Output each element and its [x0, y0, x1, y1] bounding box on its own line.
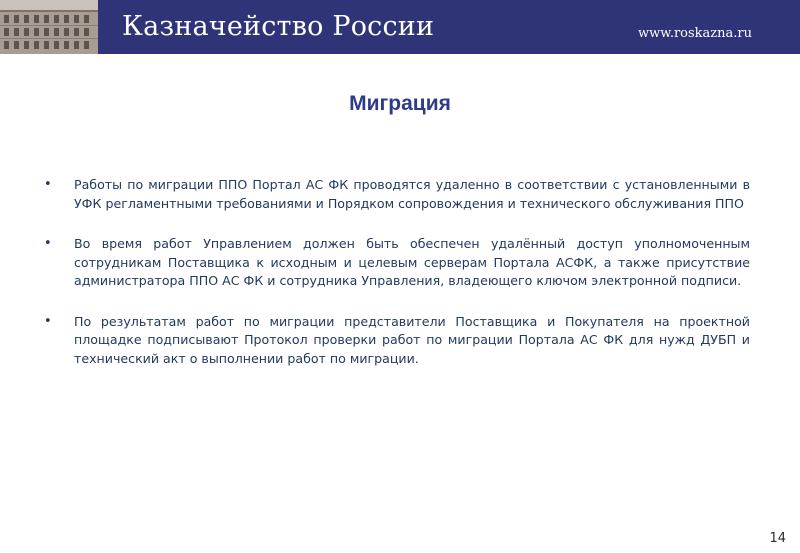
bullet-text: Во время работ Управлением должен быть обеспечен удалённый доступ уполномоченным сотрудникам Поставщика к исходным и целевым серверам Портала АСФК, а также присутствие администратора ППО АС ФК и сотрудника Управления, владеющего ключом электронной подписи.	[74, 236, 750, 288]
bullet-item	[44, 235, 750, 291]
bullet-item	[44, 176, 750, 213]
bullet-list	[44, 176, 750, 368]
bullet-text: Работы по миграции ППО Портал АС ФК проводятся удаленно в соответствии с установленными в УФК регламентными требованиями и Порядком сопровождения и технического обслуживания ППО	[74, 177, 750, 211]
bullet-icon: •	[44, 177, 52, 192]
header-url: www.roskazna.ru	[637, 26, 752, 41]
building-photo	[0, 0, 98, 54]
slide-title: Миграция	[349, 92, 451, 115]
page-number: 14	[769, 531, 786, 546]
bullet-icon: •	[44, 236, 52, 251]
header-banner	[0, 0, 800, 54]
bullet-item	[44, 313, 750, 369]
bullet-text: По результатам работ по миграции представители Поставщика и Покупателя на проектной площадке подписывают Протокол проверки работ по миграции Портала АС ФК для нужд ДУБП и технический акт о выполнении работ по миграции.	[74, 313, 750, 366]
header-title: Казначейство России	[122, 11, 435, 42]
bullet-icon: •	[44, 313, 52, 329]
